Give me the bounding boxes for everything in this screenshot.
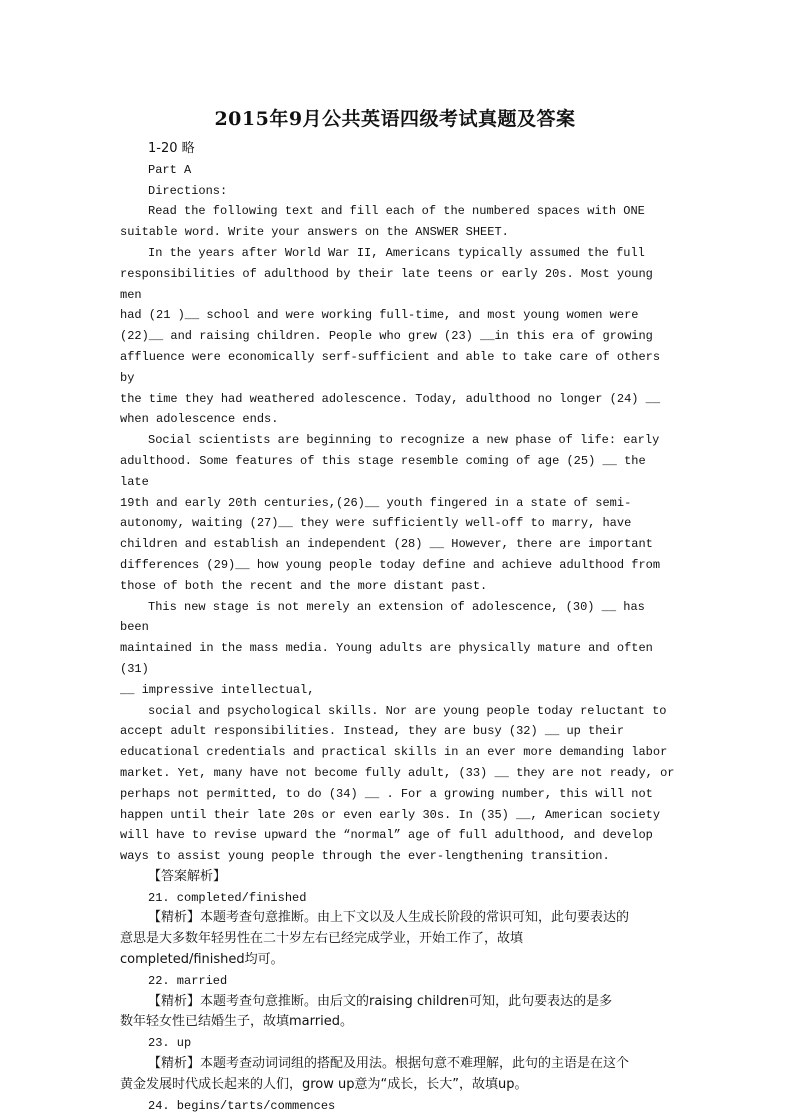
text-line: autonomy, waiting (27)__ they were sufficiently well-off to marry, have	[120, 516, 632, 531]
text-line: 22. married	[148, 973, 228, 988]
document-title: 2015年9月公共英语四级考试真题及答案	[214, 108, 576, 130]
text-line: Part A	[148, 162, 192, 177]
text-line: perhaps not permitted, to do (34) __ . For a growing number, this will not	[120, 786, 653, 801]
text-line: Read the following text and fill each of the numbered spaces with ONE	[148, 204, 645, 219]
text-line: children and establish an independent (28) __ However, there are important	[120, 537, 653, 552]
text-line: This new stage is not merely an extension of adolescence, (30) __ has been	[120, 599, 653, 635]
text-line: affluence were economically serf-sufficient and able to take care of others by	[120, 349, 668, 385]
text-line: responsibilities of adulthood by their late teens or early 20s. Most young men	[120, 266, 661, 302]
text-line: those of both the recent and the more distant past.	[120, 578, 488, 593]
text-line: accept adult responsibilities. Instead, they are busy (32) __ up their	[120, 724, 625, 739]
text-line: (22)__ and raising children. People who grew (23) __in this era of growing	[120, 329, 653, 344]
text-line: 【精析】本题考查动词词组的搭配及用法。根据句意不难理解，此句的主语是在这个	[148, 1056, 630, 1072]
text-line: happen until their late 20s or even early 30s. In (35) __, American society	[120, 807, 661, 822]
text-line: 21. completed/finished	[148, 890, 307, 905]
text-line: __ impressive intellectual,	[120, 682, 315, 697]
text-line: market. Yet, many have not become fully adult, (33) __ they are not ready, or	[120, 765, 675, 780]
text-line: ways to assist young people through the ever-lengthening transition.	[120, 849, 610, 864]
text-line: 23. up	[148, 1036, 192, 1051]
text-line: 黄金发展时代成长起来的人们，grow up意为“成长，长大”，故填up。	[120, 1076, 528, 1092]
text-line: the time they had weathered adolescence. Today, adulthood no longer (24) __	[120, 391, 661, 406]
text-line: Directions:	[148, 183, 228, 198]
text-line: social and psychological skills. Nor are young people today reluctant to	[148, 703, 667, 718]
text-line: completed/finished均可。	[120, 952, 284, 968]
text-line: had (21 )__ school and were working full-time, and most young women were	[120, 308, 639, 323]
text-line: maintained in the mass media. Young adults are physically mature and often (31)	[120, 641, 661, 676]
text-line: 【答案解析】	[148, 868, 227, 884]
text-line: will have to revise upward the “normal” age of full adulthood, and develop	[120, 828, 653, 843]
text-line: educational credentials and practical skills in an ever more demanding labor	[120, 745, 668, 760]
document-body	[120, 139, 680, 1116]
text-line: adulthood. Some features of this stage resemble coming of age (25) __ the late	[120, 453, 653, 489]
text-line: 24. begins/tarts/commences	[148, 1098, 336, 1113]
text-line: 意思是大多数年轻男性在二十岁左右已经完成学业，开始工作了，故填	[120, 931, 524, 947]
text-line: In the years after World War II, Americans typically assumed the full	[148, 245, 645, 260]
text-line: differences (29)__ how young people today define and achieve adulthood from	[120, 557, 661, 572]
text-line: suitable word. Write your answers on the ANSWER SHEET.	[120, 225, 509, 240]
text-line: 【精析】本题考查句意推断。由上下文以及人生成长阶段的常识可知，此句要表达的	[148, 910, 630, 926]
text-line: when adolescence ends.	[120, 412, 279, 427]
text-line: Social scientists are beginning to recognize a new phase of life: early	[148, 433, 660, 448]
text-line: 1-20 略	[148, 141, 195, 156]
text-line: 19th and early 20th centuries,(26)__ youth fingered in a state of semi-	[120, 495, 632, 510]
text-line: 【精析】本题考查句意推断。由后文的raising children可知，此句要表达的是多	[148, 993, 613, 1009]
text-line: 数年轻女性已结婚生子，故填married。	[120, 1014, 353, 1030]
